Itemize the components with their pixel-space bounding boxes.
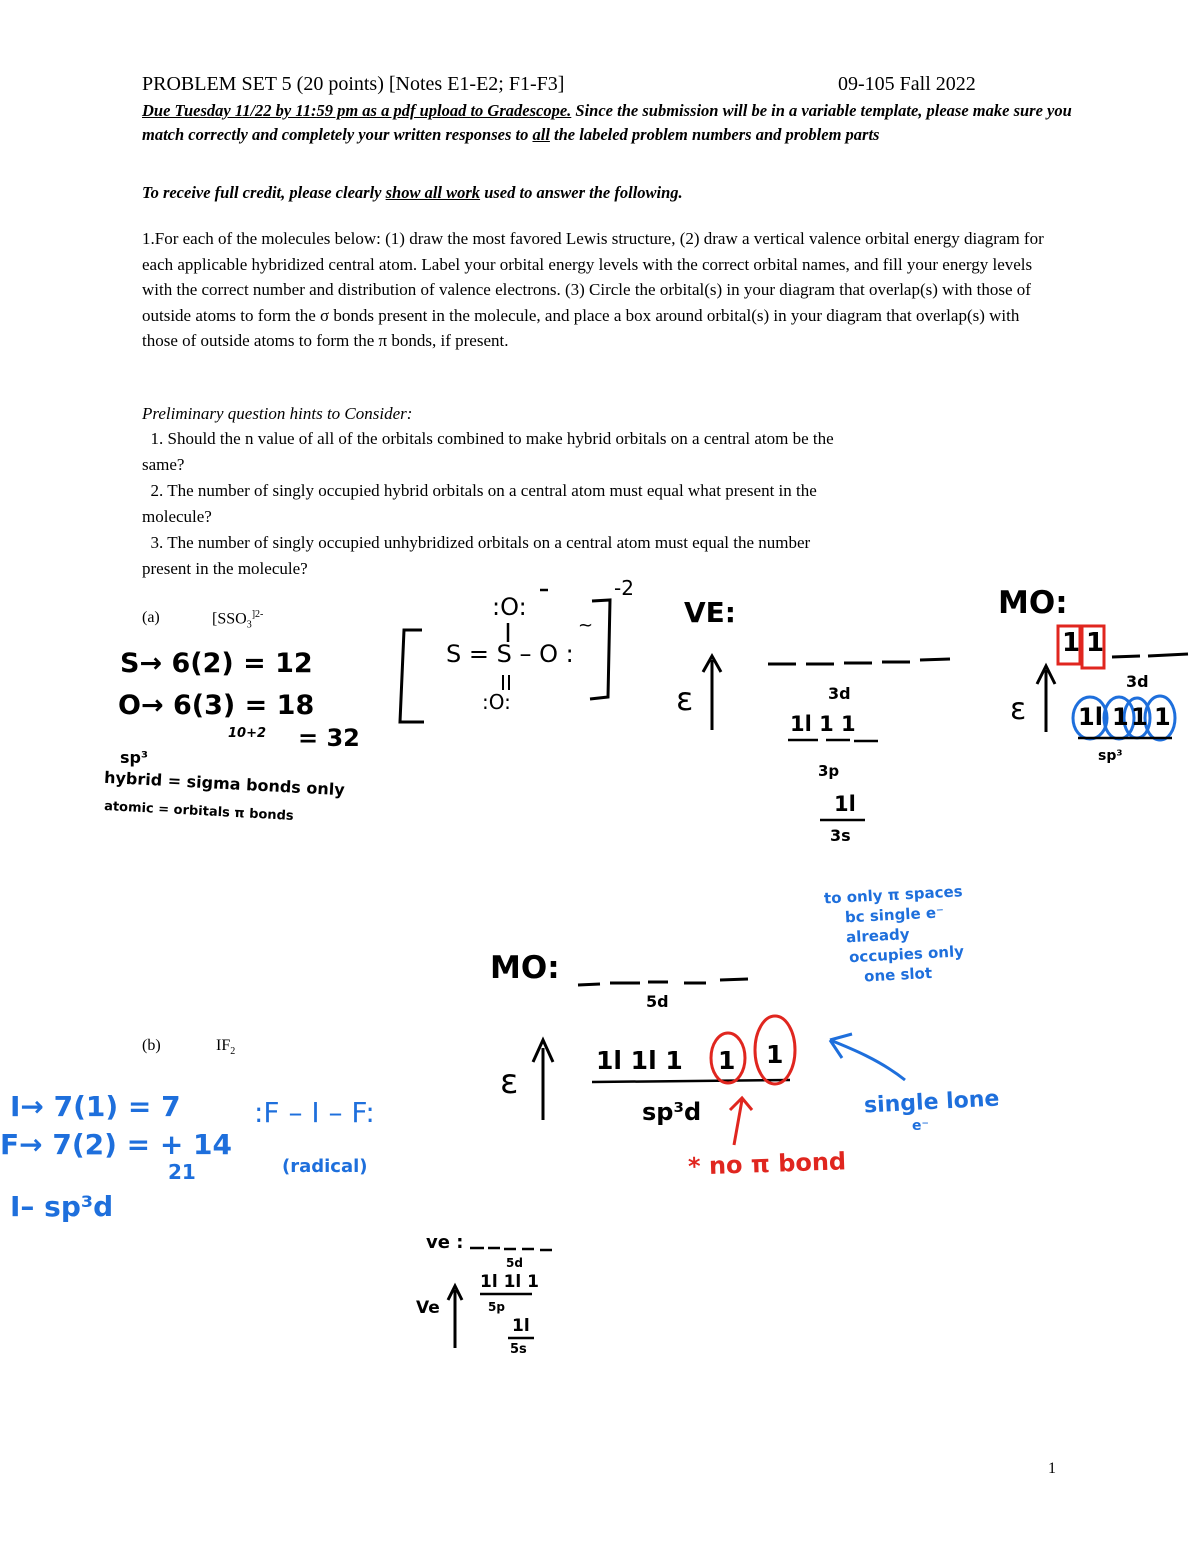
mo-b-fill-circle-2: 1 [766,1040,784,1069]
ve-b-5s-label: 5s [510,1342,527,1357]
hw-a-oxygen-count: O→ 6(3) = 18 [118,690,315,721]
hw-a-note-2: atomic = orbitals π bonds [103,799,294,824]
credit-c: used to answer the following. [480,183,683,202]
hint-1a: 1. Should the n value of all of the orbitals combined to make hybrid orbitals on a central atom be the [142,429,834,448]
lewis-b-radical: (radical) [282,1156,368,1177]
hint-2b: molecule? [142,507,212,526]
hint-2a: 2. The number of singly occupied hybrid orbitals on a central atom must equal what present in the [142,481,817,500]
mo-a-fill-2: 1 [1112,703,1129,731]
ve-b-5p-label: 5p [488,1300,505,1314]
mo-a-fill-4: 1 [1154,703,1171,731]
credit-a: To receive full credit, please clearly [142,183,386,202]
hint-3a: 3. The number of singly occupied unhybridized orbitals on a central atom must equal the number [142,533,811,552]
hint-3b: present in the molecule? [142,559,308,578]
hw-a-total: = 32 [298,724,360,752]
ve-b-axis-label: Ve [416,1298,440,1318]
ve-b-5d-lines [470,1248,552,1250]
part-b-formula: $IF_2$ [216,1037,236,1058]
part-a-label: (a) [142,609,160,626]
ve-a-3d-label: 3d [828,684,851,703]
mo-b-epsilon: ε [500,1062,519,1102]
due-rest-b: the labeled problem numbers and problem parts [549,125,880,144]
ve-b-5s-fill: 1l [512,1316,530,1336]
mo-a-label: MO: [998,585,1068,621]
lewis-a-charge: -2 [614,576,634,600]
ve-a-3s-fill: 1l [834,792,856,816]
mo-b-fill: 1l 1l 1 [596,1046,683,1075]
due-rest-a: Since the submission will be in a variable template, please make sure you match correctly and completely your written responses to [142,101,1072,144]
hw-b-hybridization: I– sp³d [10,1190,114,1223]
hw-a-subtotal: 10+2 [228,726,267,741]
mo-b-5d-label: 5d [646,992,669,1011]
mo-a-3d-label: 3d [1126,672,1149,691]
hint-1b: same? [142,455,185,474]
due-all: all [532,125,550,144]
hw-a-sp3: sp³ [120,748,148,767]
mo-a-fill-1: 1l [1078,703,1103,731]
course-term: 09-105 Fall 2022 [838,73,976,95]
question-1-text: 1.For each of the molecules below: (1) draw the most favored Lewis structure, (2) draw a vertical valence orbital energy diagram for each applicable hybridized central atom. Label your orbital energy levels with the correct orbital names, and fill your energy levels with the correct number and distribution of valence electrons. (3) Circle the orbital(s) in your diagram that overlap(s) with those of outside atoms to form the σ bonds present in the molecule, and place a box around orbital(s) in your diagram that overlap(s) with those of outside atoms to form the π bonds, if present. [142,229,1044,351]
ve-a-epsilon: ε [676,680,694,718]
ve-a-label: VE: [684,596,736,629]
blue-note: to only π spaces bc single e⁻ already occupies only one slot [823,882,965,986]
page-number: 1 [1048,1460,1056,1477]
hw-b-total: 21 [168,1160,196,1184]
part-a-formula: [$SSO_3^{]2-}$ [212,609,264,631]
mo-a-box-2-fill: 1 [1086,628,1105,658]
mo-a-sp3-label: sp³ [1098,748,1123,764]
ve-b-5d-label: 5d [506,1256,523,1270]
single-lone-note: single lone [863,1086,1000,1119]
lewis-a-o-bottom: :O: [482,690,511,714]
mo-a-box-1-fill: 1 [1062,628,1081,658]
credit-b: show all work [385,183,481,202]
mo-b-sp3d-label: sp³d [642,1098,702,1126]
ve-a-3p-label: 3p [818,762,840,780]
part-b-label: (b) [142,1037,161,1054]
no-pi-bond-note: * no π bond [687,1147,847,1181]
mo-b-fill-circle-1: 1 [718,1046,736,1075]
due-date: Due Tuesday 11/22 by 11:59 pm as a pdf upload to Gradescope. [142,101,572,120]
ve-b-5p-fill: 1l 1l 1 [480,1272,539,1292]
ve-b-label: ve : [426,1232,464,1253]
single-lone-e: e⁻ [912,1118,929,1134]
ve-a-3p-fill: 1l 1 1 [790,712,856,736]
lewis-b-structure: :F – I – F: [254,1096,375,1129]
hints-heading: Preliminary question hints to Consider: [142,404,413,423]
hw-b-fluorine-count: F→ 7(2) = + 14 [0,1128,233,1161]
problem-set-title: PROBLEM SET 5 (20 points) [Notes E1-E2; F1-F3] [142,73,565,95]
hw-a-note-1: hybrid = sigma bonds only [103,767,346,800]
lewis-a-chain: S = S – O : [446,640,574,668]
mo-a-epsilon: ε [1010,692,1027,727]
hw-a-sulfur-count: S→ 6(2) = 12 [120,648,313,679]
hw-b-iodine-count: I→ 7(1) = 7 [10,1090,181,1123]
mo-b-label: MO: [490,950,560,986]
lewis-a-tilde: ~ [578,615,594,636]
mo-a-fill-3: 1 [1131,703,1148,731]
ve-a-3s-label: 3s [830,826,851,845]
lewis-a-o-top: :O: [492,593,527,621]
